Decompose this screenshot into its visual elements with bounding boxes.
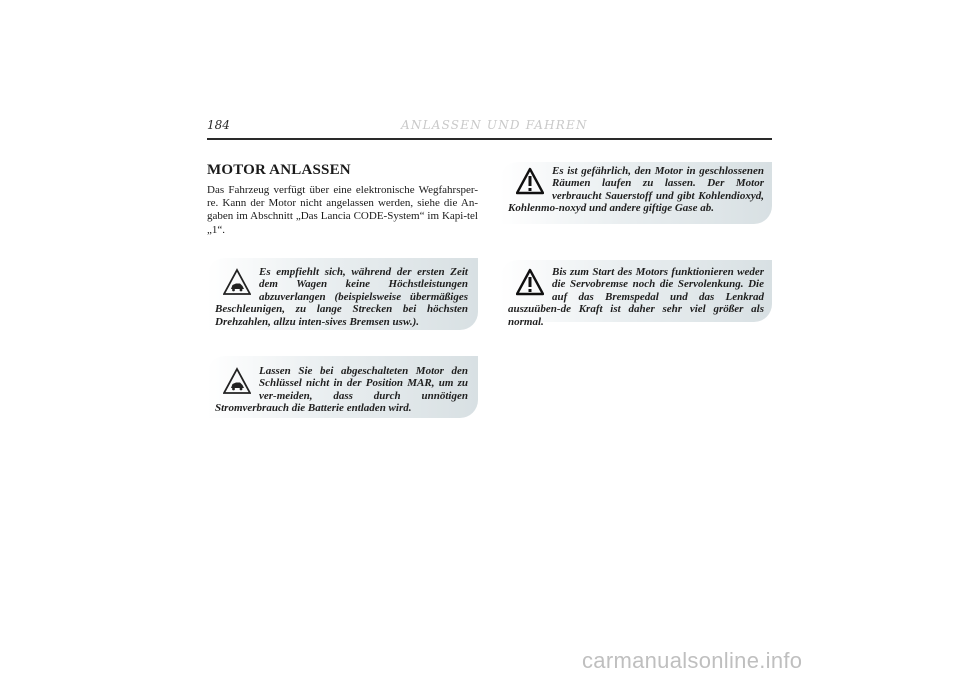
car-care-icon bbox=[223, 367, 251, 395]
warning-triangle-icon bbox=[516, 167, 544, 195]
watermark: carmanualsonline.info bbox=[582, 648, 803, 673]
warning-triangle-icon bbox=[516, 268, 544, 296]
section-title: MOTOR ANLASSEN bbox=[207, 162, 351, 178]
header-title: ANLASSEN UND FAHREN bbox=[401, 118, 588, 132]
warning-text: Es ist gefährlich, den Motor in geschlossenen Räumen laufen zu lassen. Der Motor verbraucht Sauerstoff und gibt Kohlendioxyd, Kohlenmo-noxyd und andere giftige Gase ab. bbox=[508, 165, 764, 215]
warning-box-1 bbox=[500, 162, 772, 224]
warning-text: Bis zum Start des Motors funktionieren weder die Servobremse noch die Servolenkung. Die auf das Bremspedal und das Lenkrad auszuüben-de Kraft ist daher sehr viel größer als normal. bbox=[508, 266, 764, 328]
note-box-2 bbox=[207, 356, 478, 418]
warning-box-2 bbox=[500, 260, 772, 328]
header-rule bbox=[207, 138, 772, 140]
note-text: Es empfiehlt sich, während der ersten Zeit dem Wagen keine Höchstleistungen abzuverlangen (beispielsweise übermäßiges Beschleunigen, zu lange Strecken bei höchsten Drehzahlen, allzu inten-sives Bremsen usw.). bbox=[215, 266, 468, 328]
note-text: Lassen Sie bei abgeschalteten Motor den Schlüssel nicht in der Position MAR, um zu ver-meiden, dass durch unnötigen Stromverbrauch die Batterie entladen wird. bbox=[215, 365, 468, 415]
car-care-icon bbox=[223, 268, 251, 296]
section-body: Das Fahrzeug verfügt über eine elektronische Wegfahrsper-re. Kann der Motor nicht angelassen werden, siehe die An-gaben im Abschnitt „Das Lancia CODE-System“ im Kapi-tel „1“. bbox=[207, 184, 478, 236]
note-box-1 bbox=[207, 258, 478, 330]
page-number: 184 bbox=[207, 118, 230, 132]
